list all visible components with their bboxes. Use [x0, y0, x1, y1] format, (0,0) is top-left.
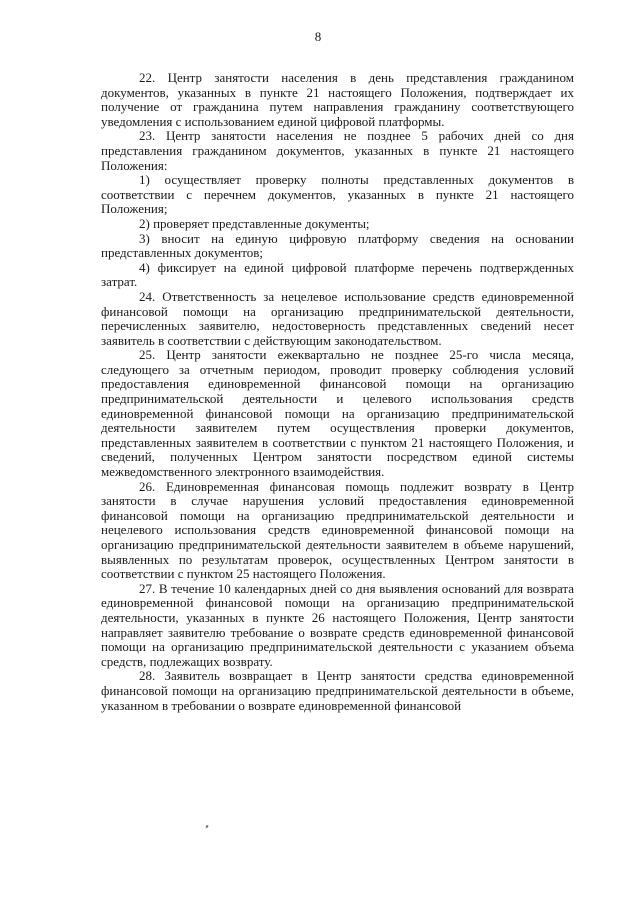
paragraph-23: 23. Центр занятости населения не позднее 5 рабочих дней со дня представления гражданином документов, указанных в пункте 21 настоящего Положения:	[101, 128, 574, 173]
paragraph-24: 24. Ответственность за нецелевое использование средств единовременной финансовой помощи на организацию предпринимательской деятельности, перечисленных заявителю, недостоверность представленных сведений несет заявитель в соответствии с действующим законодательством.	[101, 288, 574, 348]
paragraph-27: 27. В течение 10 календарных дней со дня выявления оснований для возврата единовременной финансовой помощи на организацию предпринимательской деятельности, указанных в пункте 26 настоящего Положения, Центр занятости направляет заявителю требование о возврате средств единовременной финансовой помощи на организацию предпринимательской деятельности с указанием объема средств, подлежащих возврату.	[101, 580, 574, 669]
paragraph-22: 22. Центр занятости населения в день представления гражданином документов, указанных в пункте 21 настоящего Положения, подтверждает их получение от гражданина путем направления гражданину соответствующего уведомления с использованием единой цифровой платформы.	[101, 70, 574, 129]
paragraph-23-item-3: 3) вносит на единую цифровую платформу сведения на основании представленных документов;	[101, 230, 574, 261]
paragraph-23-item-2: 2) проверяет представленные документы;	[139, 215, 370, 231]
paragraph-25: 25. Центр занятости ежеквартально не позднее 25-го числа месяца, следующего за отчетным периодом, проводит проверку соблюдения условий предоставления единовременной финансовой помощи на организацию предпринимательской деятельности и целевого использования средств единовременной финансовой помощи на организацию предпринимательской деятельности заявителем путем осуществления проверки документов, представленных заявителем в соответствии с пунктом 21 настоящего Положения, и сведений, полученных Центром занятости посредством единой системы межведомственного электронного взаимодействия.	[101, 347, 574, 480]
paragraph-28: 28. Заявитель возвращает в Центр занятости средства единовременной финансовой помощи на организацию предпринимательской деятельности в объеме, указанном в требовании о возврате единовременной финансовой	[101, 668, 574, 713]
paragraph-26: 26. Единовременная финансовая помощь подлежит возврату в Центр занятости в случае нарушения условий предоставления единовременной финансовой помощи на организацию предпринимательской деятельности и нецелевого использования средств единовременной финансовой помощи на организацию предпринимательской деятельности заявителем в объеме нарушений, выявленных по результатам проверок, осуществленных Центром занятости в соответствии с пунктом 25 настоящего Положения.	[101, 478, 574, 582]
scan-speck	[205, 825, 208, 829]
paragraph-23-item-1: 1) осуществляет проверку полноты представленных документов в соответствии с перечнем документов, указанных в пункте 21 настоящего Положения;	[101, 172, 574, 217]
paragraph-23-item-4: 4) фиксирует на единой цифровой платформе перечень подтвержденных затрат.	[101, 259, 574, 290]
page-number: 8	[314, 29, 322, 44]
document-body	[101, 71, 574, 713]
